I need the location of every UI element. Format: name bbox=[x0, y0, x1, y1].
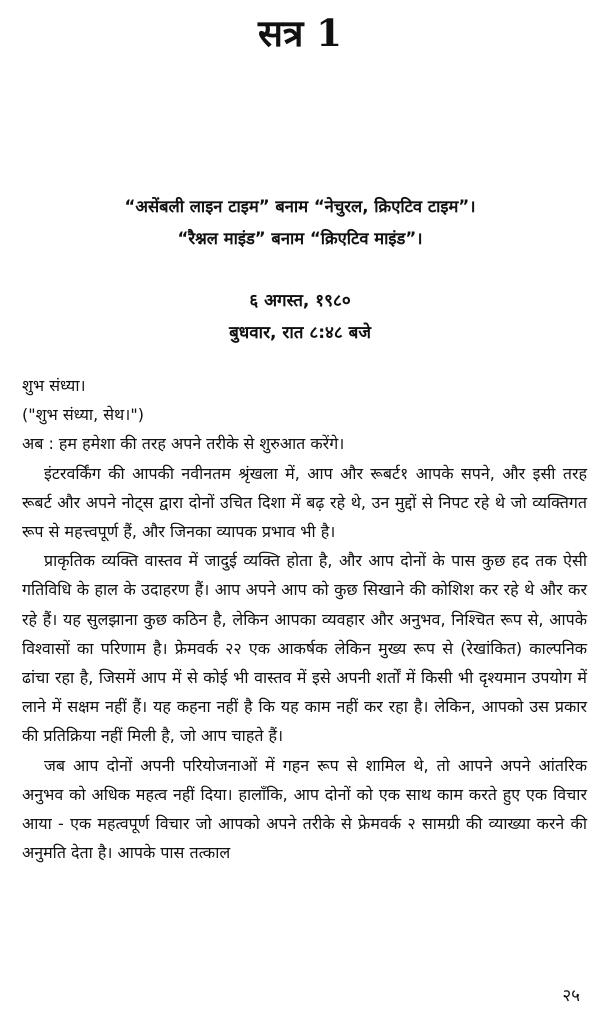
body-text bbox=[22, 371, 587, 867]
chapter-title: सत्र 1 bbox=[257, 11, 343, 55]
greeting-paragraph: शुभ संध्या। bbox=[22, 376, 86, 395]
session-date: ६ अगस्त, १९८० bbox=[249, 291, 351, 311]
page-number: २५ bbox=[562, 986, 580, 1006]
session-time: बुधवार, रात ८:४८ बजे bbox=[229, 323, 371, 343]
chapter-subtitle-line: “असेंबली लाइन टाइम” बनाम “नेचुरल, क्रिएटिव टाइम”। bbox=[124, 197, 476, 216]
body-paragraph: इंटरवर्किंग की आपकी नवीनतम श्रृंखला में, आप और रूबर्ट१ आपके सपने, और इसी तरह रूबर्ट और अपने नोट्स द्वारा दोनों उचित दिशा में बढ़ रहे थे, उन मुद्दों से निपट रहे थे जो व्यक्तिगत रूप से महत्त्वपूर्ण हैं, और जिनका व्यापक प्रभाव भी है। bbox=[22, 463, 587, 542]
body-paragraph: अब : हम हमेशा की तरह अपने तरीके से शुरुआत करेंगे। bbox=[22, 434, 345, 454]
reply-paragraph: ("शुभ संध्या, सेथ।") bbox=[22, 405, 144, 425]
body-paragraph: जब आप दोनों अपनी परियोजनाओं में गहन रूप से शामिल थे, तो आपने अपने आंतरिक अनुभव को अधिक महत्व नहीं दिया। हालाँकि, आप दोनों को एक साथ काम करते हुए एक विचार आया - एक महत्वपूर्ण विचार जो आपको अपने तरीके से फ्रेमवर्क २ सामग्री की व्याख्या करने की अनुमति देता है। आपके पास तत्काल bbox=[22, 755, 587, 863]
chapter-subtitle-line: “रैश्नल माइंड” बनाम “क्रिएटिव माइंड”। bbox=[177, 229, 423, 248]
body-paragraph: प्राकृतिक व्यक्ति वास्तव में जादुई व्यक्ति होता है, और आप दोनों के पास कुछ हद तक ऐसी गतिविधि के हाल के उदाहरण हैं। आप अपने आप को कुछ सिखाने की कोशिश कर रहे थे और कर रहे हैं। यह सुलझाना कुछ कठिन है, लेकिन आपका व्यवहार और अनुभव, निश्चित रूप से, आपके विश्वासों का परिणाम है। फ्रेमवर्क २२ एक आकर्षक लेकिन मुख्य रूप से (रेखांकित) काल्पनिक ढांचा रहा है, जिसमें आप में से कोई भी वास्तव में इसे अपनी शर्तों में किसी भी दृश्यमान उपयोग में लाने में सक्षम नहीं हैं। यह कहना नहीं है कि यह काम नहीं कर रहा है। लेकिन, आपको उस प्रकार की प्रतिक्रिया नहीं मिली है, जो आप चाहते हैं। bbox=[22, 551, 587, 746]
